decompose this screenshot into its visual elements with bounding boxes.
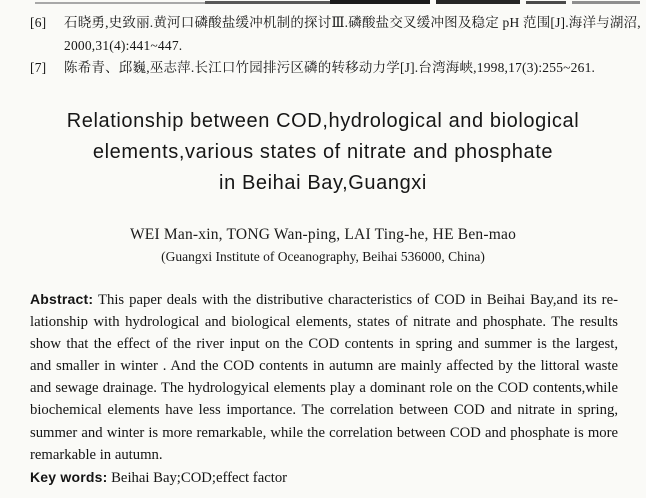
scan-artifact-segment xyxy=(526,1,566,4)
article-title-line-3: in Beihai Bay,Guangxi xyxy=(219,172,427,194)
reference-text: 石晓勇,史致丽.黄河口磷酸盐缓冲机制的探讨Ⅲ.磷酸盐交叉缓冲图及稳定 pH 范围[J].海洋与湖沼, xyxy=(64,15,641,30)
reference-item xyxy=(30,57,620,80)
abstract-line: summer and winter is more remarkable, while the correlation between COD and phosphate is more xyxy=(30,424,618,441)
abstract-line: lationship with hydrological and biological elements, states of nitrate and phosphate. The results xyxy=(30,314,618,331)
abstract-line xyxy=(30,288,618,311)
keywords-line xyxy=(30,466,618,489)
author-affiliation: (Guangxi Institute of Oceanography, Beihai 536000, China) xyxy=(161,249,485,264)
reference-list xyxy=(30,12,641,80)
abstract-line: remarkable in autumn. xyxy=(30,446,163,463)
reference-text-continuation: 2000,31(4):441~447. xyxy=(64,37,183,53)
article-title xyxy=(0,106,646,199)
abstract-label: Abstract: xyxy=(30,291,94,307)
reference-number: [6] xyxy=(30,15,47,30)
keywords-label: Key words: xyxy=(30,468,108,485)
abstract-section xyxy=(30,288,618,489)
author-list: WEI Man-xin, TONG Wan-ping, LAI Ting-he, HE Ben-mao xyxy=(129,226,517,243)
abstract-line: show that the effect of the river input on the COD contents in spring and summer is the largest, xyxy=(30,336,618,353)
reference-number: [7] xyxy=(30,60,47,75)
reference-text: 陈希青、邱巍,巫志萍.长江口竹园排污区磷的转移动力学[J].台湾海峡,1998,17(3):255~261. xyxy=(64,60,596,75)
abstract-line: and sewage drainage. The hydrologyical elements play a dominant role on the COD contents,while xyxy=(30,380,618,397)
abstract-line: biochemical elements have less importance. The correlation between COD and nitrate in spring, xyxy=(30,402,618,419)
scan-artifact-segment xyxy=(205,1,330,4)
scan-artifact-segment xyxy=(436,0,520,4)
keywords-text: Beihai Bay;COD;effect factor xyxy=(111,469,288,486)
abstract-text: This paper deals with the distributive characteristics of COD in Beihai Bay,and its re- xyxy=(98,292,618,308)
article-title-line-1: Relationship between COD,hydrological and biological xyxy=(66,110,580,132)
reference-item xyxy=(30,12,641,35)
scan-artifact-segment xyxy=(330,0,430,4)
scan-artifact-segment xyxy=(572,1,640,4)
article-title-line-2: elements,various states of nitrate and phosphate xyxy=(92,141,554,163)
scan-artifact-segment xyxy=(35,2,205,4)
abstract-line: and smaller in winter . And the COD contents in autumn are mainly affected by the littoral waste xyxy=(30,358,618,375)
